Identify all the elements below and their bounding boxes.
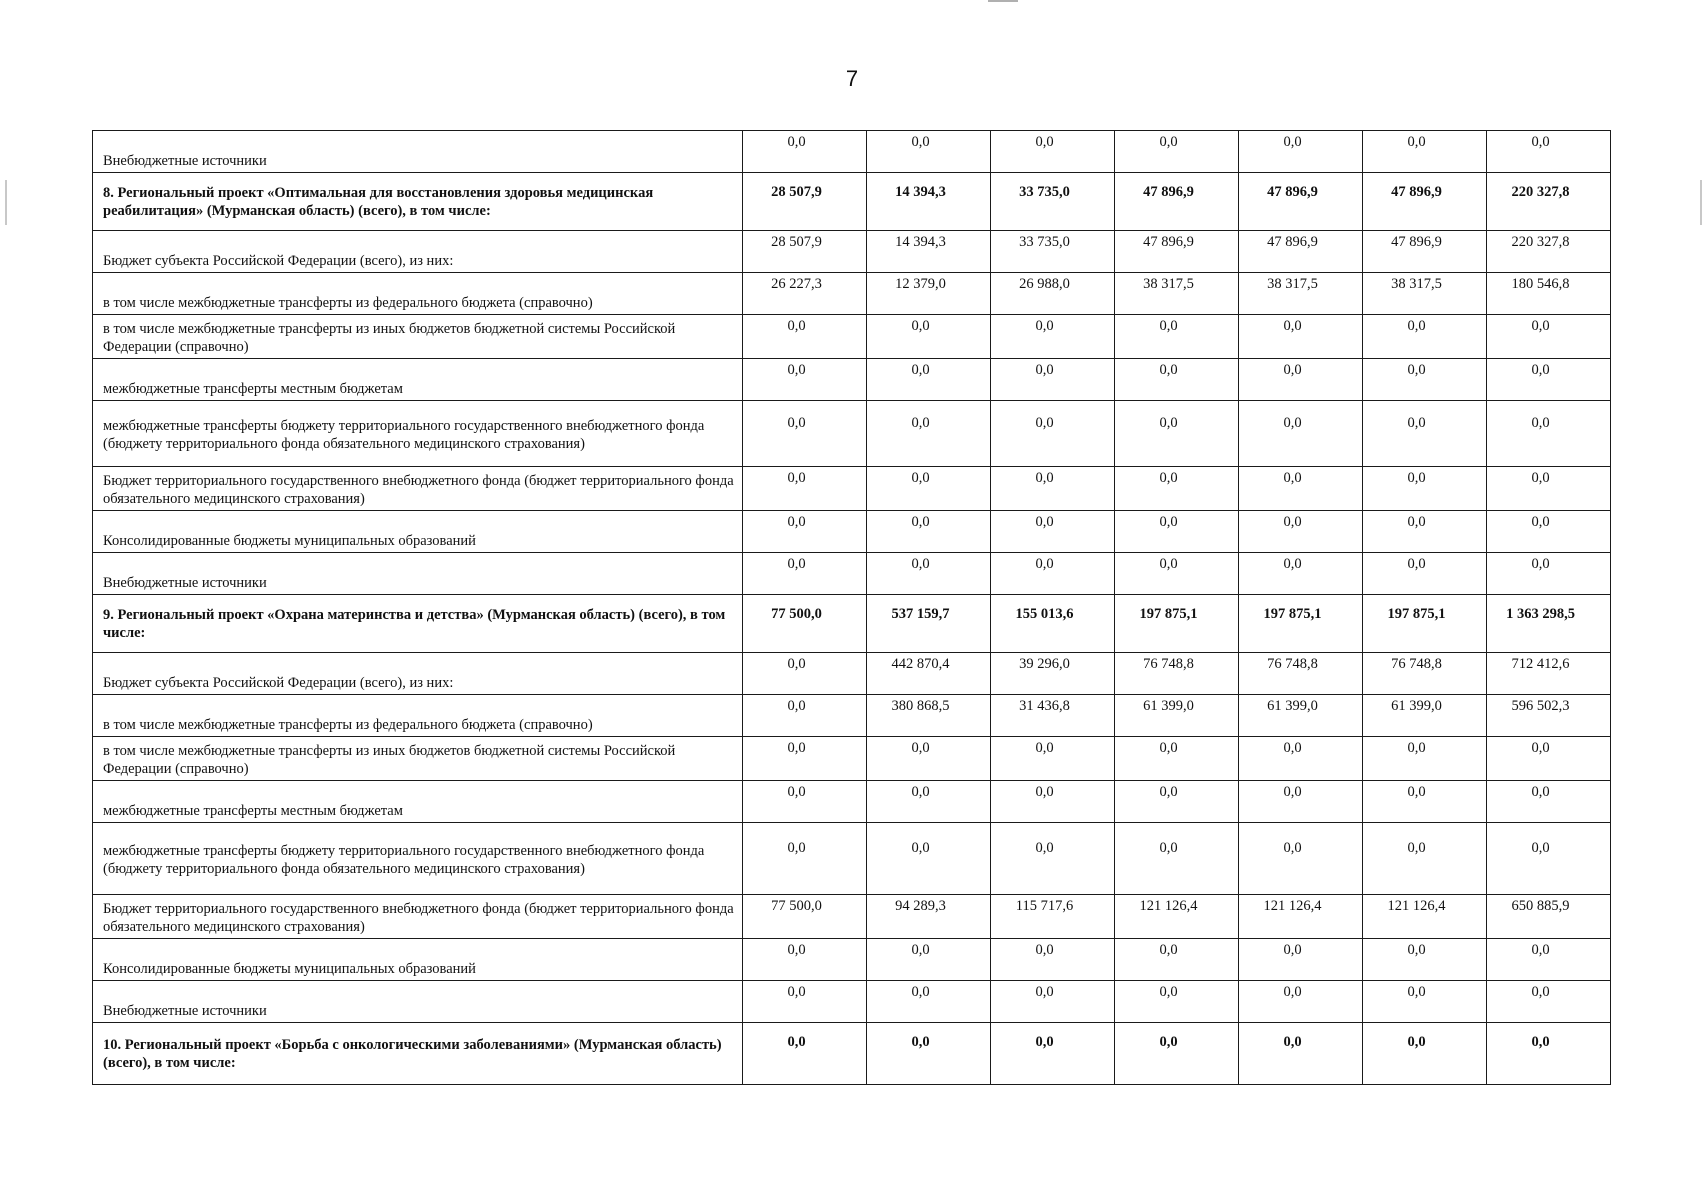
value-cell: 0,0 — [743, 823, 867, 895]
value-cell: 0,0 — [743, 653, 867, 695]
table-row — [93, 895, 1611, 939]
value-cell: 0,0 — [1239, 359, 1363, 401]
table-row — [93, 231, 1611, 273]
table-row-section — [93, 1023, 1611, 1085]
table-row — [93, 823, 1611, 895]
value-cell: 0,0 — [867, 359, 991, 401]
table-row — [93, 981, 1611, 1023]
row-label: 8. Региональный проект «Оптимальная для восстановления здоровья медицинская реабилитация» (Мурманская область) (всего), в том числе: — [93, 173, 743, 231]
value-cell: 121 126,4 — [1363, 895, 1487, 939]
value-cell: 61 399,0 — [1239, 695, 1363, 737]
value-cell: 0,0 — [743, 401, 867, 467]
table-body — [93, 131, 1611, 1085]
value-cell: 0,0 — [991, 781, 1115, 823]
value-cell: 220 327,8 — [1487, 173, 1611, 231]
value-cell: 0,0 — [867, 737, 991, 781]
row-label: межбюджетные трансферты бюджету территориального государственного внебюджетного фонда (бюджету территориального фонда обязательного медицинского страхования) — [93, 401, 743, 467]
value-cell: 0,0 — [1487, 781, 1611, 823]
value-cell: 0,0 — [1363, 737, 1487, 781]
value-cell: 76 748,8 — [1363, 653, 1487, 695]
value-cell: 220 327,8 — [1487, 231, 1611, 273]
value-cell: 0,0 — [1363, 981, 1487, 1023]
value-cell: 0,0 — [743, 695, 867, 737]
value-cell: 0,0 — [743, 939, 867, 981]
value-cell: 0,0 — [1115, 401, 1239, 467]
value-cell: 0,0 — [1363, 401, 1487, 467]
value-cell: 47 896,9 — [1115, 231, 1239, 273]
row-label: межбюджетные трансферты местным бюджетам — [93, 359, 743, 401]
value-cell: 0,0 — [743, 359, 867, 401]
value-cell: 76 748,8 — [1115, 653, 1239, 695]
row-label: Бюджет территориального государственного внебюджетного фонда (бюджет территориального фонда обязательного медицинского страхования) — [93, 467, 743, 511]
value-cell: 0,0 — [867, 315, 991, 359]
value-cell: 0,0 — [1115, 823, 1239, 895]
value-cell: 38 317,5 — [1239, 273, 1363, 315]
value-cell: 0,0 — [1239, 823, 1363, 895]
value-cell: 121 126,4 — [1115, 895, 1239, 939]
value-cell: 0,0 — [1487, 359, 1611, 401]
row-label: Бюджет территориального государственного внебюджетного фонда (бюджет территориального фонда обязательного медицинского страхования) — [93, 895, 743, 939]
value-cell: 0,0 — [867, 939, 991, 981]
value-cell: 0,0 — [1115, 939, 1239, 981]
value-cell: 0,0 — [867, 823, 991, 895]
table-row — [93, 553, 1611, 595]
row-label: в том числе межбюджетные трансферты из иных бюджетов бюджетной системы Российской Федерации (справочно) — [93, 315, 743, 359]
table-row — [93, 737, 1611, 781]
value-cell: 596 502,3 — [1487, 695, 1611, 737]
table-row — [93, 511, 1611, 553]
value-cell: 0,0 — [1487, 315, 1611, 359]
value-cell: 33 735,0 — [991, 231, 1115, 273]
value-cell: 0,0 — [1487, 401, 1611, 467]
value-cell: 0,0 — [743, 467, 867, 511]
value-cell: 0,0 — [867, 511, 991, 553]
value-cell: 0,0 — [1487, 553, 1611, 595]
value-cell: 1 363 298,5 — [1487, 595, 1611, 653]
value-cell: 0,0 — [1239, 939, 1363, 981]
value-cell: 0,0 — [1487, 981, 1611, 1023]
value-cell: 0,0 — [991, 553, 1115, 595]
value-cell: 0,0 — [1239, 315, 1363, 359]
value-cell: 0,0 — [867, 131, 991, 173]
value-cell: 0,0 — [1239, 737, 1363, 781]
value-cell: 0,0 — [991, 981, 1115, 1023]
table-row — [93, 695, 1611, 737]
value-cell: 26 227,3 — [743, 273, 867, 315]
value-cell: 0,0 — [1487, 131, 1611, 173]
value-cell: 0,0 — [1115, 467, 1239, 511]
value-cell: 0,0 — [1239, 1023, 1363, 1085]
value-cell: 0,0 — [867, 401, 991, 467]
value-cell: 0,0 — [1239, 131, 1363, 173]
value-cell: 47 896,9 — [1363, 173, 1487, 231]
value-cell: 0,0 — [991, 315, 1115, 359]
value-cell: 0,0 — [1363, 511, 1487, 553]
table-row — [93, 315, 1611, 359]
value-cell: 77 500,0 — [743, 895, 867, 939]
value-cell: 94 289,3 — [867, 895, 991, 939]
value-cell: 650 885,9 — [1487, 895, 1611, 939]
value-cell: 14 394,3 — [867, 231, 991, 273]
value-cell: 31 436,8 — [991, 695, 1115, 737]
budget-table — [92, 130, 1611, 1085]
value-cell: 0,0 — [743, 553, 867, 595]
row-label: Бюджет субъекта Российской Федерации (всего), из них: — [93, 653, 743, 695]
value-cell: 33 735,0 — [991, 173, 1115, 231]
value-cell: 0,0 — [1115, 131, 1239, 173]
value-cell: 0,0 — [1363, 939, 1487, 981]
table-row-section — [93, 595, 1611, 653]
value-cell: 28 507,9 — [743, 231, 867, 273]
value-cell: 0,0 — [1363, 467, 1487, 511]
value-cell: 0,0 — [1487, 737, 1611, 781]
row-label: 10. Региональный проект «Борьба с онкологическими заболеваниями» (Мурманская область) (всего), в том числе: — [93, 1023, 743, 1085]
value-cell: 0,0 — [991, 939, 1115, 981]
value-cell: 0,0 — [867, 467, 991, 511]
page-number: 7 — [845, 66, 859, 91]
value-cell: 0,0 — [1363, 359, 1487, 401]
value-cell: 47 896,9 — [1363, 231, 1487, 273]
value-cell: 115 717,6 — [991, 895, 1115, 939]
value-cell: 12 379,0 — [867, 273, 991, 315]
value-cell: 39 296,0 — [991, 653, 1115, 695]
value-cell: 0,0 — [1487, 511, 1611, 553]
value-cell: 197 875,1 — [1115, 595, 1239, 653]
value-cell: 0,0 — [1115, 737, 1239, 781]
value-cell: 380 868,5 — [867, 695, 991, 737]
value-cell: 0,0 — [1115, 1023, 1239, 1085]
value-cell: 0,0 — [743, 315, 867, 359]
row-label: в том числе межбюджетные трансферты из федерального бюджета (справочно) — [93, 695, 743, 737]
value-cell: 0,0 — [1115, 981, 1239, 1023]
value-cell: 0,0 — [1487, 467, 1611, 511]
value-cell: 197 875,1 — [1239, 595, 1363, 653]
row-label: в том числе межбюджетные трансферты из иных бюджетов бюджетной системы Российской Федерации (справочно) — [93, 737, 743, 781]
value-cell: 0,0 — [743, 737, 867, 781]
value-cell: 537 159,7 — [867, 595, 991, 653]
value-cell: 47 896,9 — [1239, 173, 1363, 231]
value-cell: 0,0 — [1239, 781, 1363, 823]
value-cell: 0,0 — [1115, 511, 1239, 553]
value-cell: 0,0 — [991, 359, 1115, 401]
row-label: Внебюджетные источники — [93, 553, 743, 595]
table-row — [93, 653, 1611, 695]
value-cell: 0,0 — [1487, 1023, 1611, 1085]
table-row — [93, 359, 1611, 401]
value-cell: 0,0 — [1239, 511, 1363, 553]
value-cell: 0,0 — [743, 511, 867, 553]
value-cell: 0,0 — [1115, 359, 1239, 401]
value-cell: 0,0 — [743, 781, 867, 823]
value-cell: 0,0 — [991, 737, 1115, 781]
value-cell: 0,0 — [1239, 467, 1363, 511]
value-cell: 0,0 — [991, 823, 1115, 895]
value-cell: 0,0 — [1363, 1023, 1487, 1085]
row-label: Бюджет субъекта Российской Федерации (всего), из них: — [93, 231, 743, 273]
value-cell: 0,0 — [991, 1023, 1115, 1085]
value-cell: 0,0 — [1363, 315, 1487, 359]
value-cell: 0,0 — [1487, 823, 1611, 895]
table-row — [93, 781, 1611, 823]
table-row-section — [93, 173, 1611, 231]
value-cell: 61 399,0 — [1115, 695, 1239, 737]
value-cell: 0,0 — [867, 1023, 991, 1085]
scan-mark-right — [1700, 180, 1702, 225]
value-cell: 0,0 — [991, 401, 1115, 467]
value-cell: 0,0 — [743, 1023, 867, 1085]
value-cell: 0,0 — [1239, 981, 1363, 1023]
value-cell: 180 546,8 — [1487, 273, 1611, 315]
row-label: Внебюджетные источники — [93, 131, 743, 173]
row-label: Внебюджетные источники — [93, 981, 743, 1023]
table-row — [93, 273, 1611, 315]
table-row — [93, 401, 1611, 467]
value-cell: 0,0 — [1363, 553, 1487, 595]
row-label: Консолидированные бюджеты муниципальных образований — [93, 939, 743, 981]
value-cell: 38 317,5 — [1363, 273, 1487, 315]
value-cell: 0,0 — [867, 553, 991, 595]
value-cell: 77 500,0 — [743, 595, 867, 653]
value-cell: 0,0 — [1363, 131, 1487, 173]
row-label: межбюджетные трансферты бюджету территориального государственного внебюджетного фонда (бюджету территориального фонда обязательного медицинского страхования) — [93, 823, 743, 895]
value-cell: 0,0 — [867, 981, 991, 1023]
row-label: 9. Региональный проект «Охрана материнства и детства» (Мурманская область) (всего), в том числе: — [93, 595, 743, 653]
value-cell: 47 896,9 — [1115, 173, 1239, 231]
value-cell: 0,0 — [991, 467, 1115, 511]
value-cell: 0,0 — [1115, 781, 1239, 823]
row-label: в том числе межбюджетные трансферты из федерального бюджета (справочно) — [93, 273, 743, 315]
value-cell: 14 394,3 — [867, 173, 991, 231]
value-cell: 28 507,9 — [743, 173, 867, 231]
value-cell: 0,0 — [743, 131, 867, 173]
value-cell: 26 988,0 — [991, 273, 1115, 315]
value-cell: 712 412,6 — [1487, 653, 1611, 695]
value-cell: 0,0 — [1115, 553, 1239, 595]
value-cell: 155 013,6 — [991, 595, 1115, 653]
value-cell: 0,0 — [991, 511, 1115, 553]
value-cell: 0,0 — [1363, 781, 1487, 823]
value-cell: 0,0 — [1487, 939, 1611, 981]
table-row — [93, 131, 1611, 173]
value-cell: 0,0 — [743, 981, 867, 1023]
value-cell: 442 870,4 — [867, 653, 991, 695]
value-cell: 0,0 — [867, 781, 991, 823]
value-cell: 197 875,1 — [1363, 595, 1487, 653]
value-cell: 76 748,8 — [1239, 653, 1363, 695]
value-cell: 38 317,5 — [1115, 273, 1239, 315]
table-row — [93, 939, 1611, 981]
value-cell: 0,0 — [1115, 315, 1239, 359]
value-cell: 47 896,9 — [1239, 231, 1363, 273]
row-label: межбюджетные трансферты местным бюджетам — [93, 781, 743, 823]
scan-mark-left — [5, 180, 7, 225]
value-cell: 121 126,4 — [1239, 895, 1363, 939]
scan-mark-top — [988, 0, 1018, 2]
value-cell: 61 399,0 — [1363, 695, 1487, 737]
value-cell: 0,0 — [1239, 553, 1363, 595]
row-label: Консолидированные бюджеты муниципальных образований — [93, 511, 743, 553]
value-cell: 0,0 — [991, 131, 1115, 173]
value-cell: 0,0 — [1239, 401, 1363, 467]
table-row — [93, 467, 1611, 511]
value-cell: 0,0 — [1363, 823, 1487, 895]
